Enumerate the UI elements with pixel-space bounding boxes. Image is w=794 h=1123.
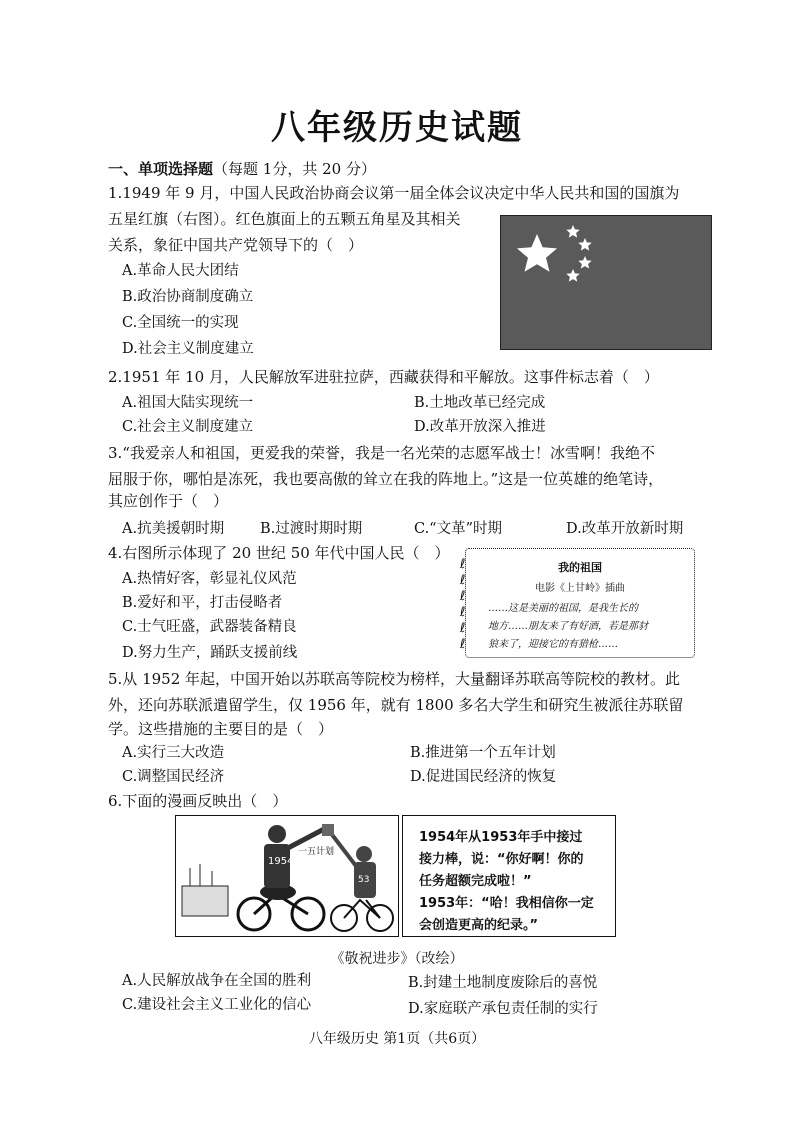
q6-option-b: B.封建土地制度废除后的喜悦 <box>408 975 598 991</box>
q4-option-d: D.努力生产，踊跃支援前线 <box>122 645 298 661</box>
q6-stem: 6.下面的漫画反映出（ ） <box>108 792 288 810</box>
q6-option-d: D.家庭联产承包责任制的实行 <box>408 1001 598 1017</box>
q5-line-2: 外，还向苏联派遣留学生，仅 1956 年，就有 1800 多名大学生和研究生被派往苏联留 <box>108 696 684 714</box>
song-lyrics-card <box>460 548 695 658</box>
relay-cartoon-image <box>175 815 399 937</box>
q4-option-a: A.热情好客，彰显礼仪风范 <box>122 571 297 587</box>
label-1954: 1954 <box>268 856 294 867</box>
q1-option-a: A.革命人民大团结 <box>122 263 239 279</box>
cartoon-dialogue-box <box>402 815 616 937</box>
cartoon-caption: 《敬祝进步》（改绘） <box>330 951 464 967</box>
q3-line-1: 3.“我爱亲人和祖国，更爱我的荣誉，我是一名光荣的志愿军战士！冰雪啊！我绝不 <box>108 444 655 462</box>
song-subtitle: 电影《上甘岭》插曲 <box>535 583 625 594</box>
small-star-icon <box>566 269 579 282</box>
q3-option-b: B.过渡时期时期 <box>260 521 363 537</box>
q5-line-3: 学。这些措施的主要目的是（ ） <box>108 720 334 738</box>
q3-option-d: D.改革开放新时期 <box>566 521 684 537</box>
dialogue-line-5: 会创造更高的纪录。” <box>419 918 539 933</box>
page-footer: 八年级历史 第1页（共6页） <box>308 1031 486 1047</box>
q5-option-d: D.促进国民经济的恢复 <box>410 769 557 785</box>
q4-option-b: B.爱好和平，打击侵略者 <box>122 595 283 611</box>
q2-option-a: A.祖国大陆实现统一 <box>122 395 254 411</box>
song-line-2: 地方……朋友来了有好酒，若是那豺 <box>488 621 648 632</box>
label-53: 53 <box>358 875 370 885</box>
small-star-icon <box>566 225 579 238</box>
q1-line-2: 五星红旗（右图）。红色旗面上的五颗五角星及其相关 <box>108 210 461 228</box>
song-title: 我的祖国 <box>558 561 602 574</box>
q3-option-a: A.抗美援朝时期 <box>122 521 225 537</box>
page-title: 八年级历史试题 <box>271 108 523 148</box>
q2-option-c: C.社会主义制度建立 <box>122 419 254 435</box>
q1-option-d: D.社会主义制度建立 <box>122 341 254 357</box>
section-note: （每题 1分，共 20 分） <box>213 160 376 178</box>
q5-option-c: C.调整国民经济 <box>122 769 225 785</box>
binder-rings-icon: ℓ ℓ ℓ ℓ ℓ ℓ <box>460 557 466 652</box>
section-heading <box>108 158 376 179</box>
q1-line-3: 关系，象征中国共产党领导下的（ ） <box>108 236 364 254</box>
small-star-icon <box>578 256 591 269</box>
song-line-3: 狼来了，迎接它的有猎枪…… <box>488 639 618 650</box>
section-title: 一、单项选择题 <box>108 160 214 178</box>
q6-option-a: A.人民解放战争在全国的胜利 <box>122 973 312 989</box>
song-line-1: ……这是美丽的祖国，是我生长的 <box>488 603 638 614</box>
q1-line-1: 1.1949 年 9 月，中国人民政治协商会议第一届全体会议决定中华人民共和国的国旗为 <box>108 184 680 202</box>
q1-option-c: C.全国统一的实现 <box>122 315 239 331</box>
q5-option-a: A.实行三大改造 <box>122 745 225 761</box>
q3-line-2: 屈服于你，哪怕是冻死，我也要高傲的耸立在我的阵地上。”这是一位英雄的绝笔诗， <box>108 470 664 488</box>
flag-stars <box>501 216 711 349</box>
dialogue-line-1: 1954年从1953年手中接过 <box>419 830 583 845</box>
dialogue-line-2: 接力棒，说：“你好啊！你的 <box>419 852 584 867</box>
dialogue-line-3: 任务超额完成啦！” <box>419 874 532 889</box>
cartoon-drawing <box>176 816 398 936</box>
label-five-year-plan: 一五计划 <box>298 847 335 857</box>
small-star-icon <box>578 238 591 251</box>
q4-option-c: C.士气旺盛，武器装备精良 <box>122 619 297 635</box>
q1-option-b: B.政治协商制度确立 <box>122 289 254 305</box>
q2-stem: 2.1951 年 10 月，人民解放军进驻拉萨，西藏获得和平解放。这事件标志着（ ） <box>108 368 659 386</box>
q3-option-c: C.“文革”时期 <box>414 521 503 537</box>
q2-option-b: B.土地改革已经完成 <box>414 395 546 411</box>
five-star-flag-image <box>500 215 712 350</box>
q4-stem: 4.右图所示体现了 20 世纪 50 年代中国人民（ ） <box>108 544 450 562</box>
q3-line-3: 其应创作于（ ） <box>108 492 229 510</box>
big-star-icon <box>517 234 557 272</box>
q2-option-d: D.改革开放深入推进 <box>414 419 546 435</box>
dialogue-line-4: 1953年：“哈！我相信你一定 <box>419 896 594 911</box>
q6-option-c: C.建设社会主义工业化的信心 <box>122 997 312 1013</box>
q5-option-b: B.推进第一个五年计划 <box>410 745 556 761</box>
q5-line-1: 5.从 1952 年起，中国开始以苏联高等院校为榜样，大量翻译苏联高等院校的教材。此 <box>108 670 681 688</box>
